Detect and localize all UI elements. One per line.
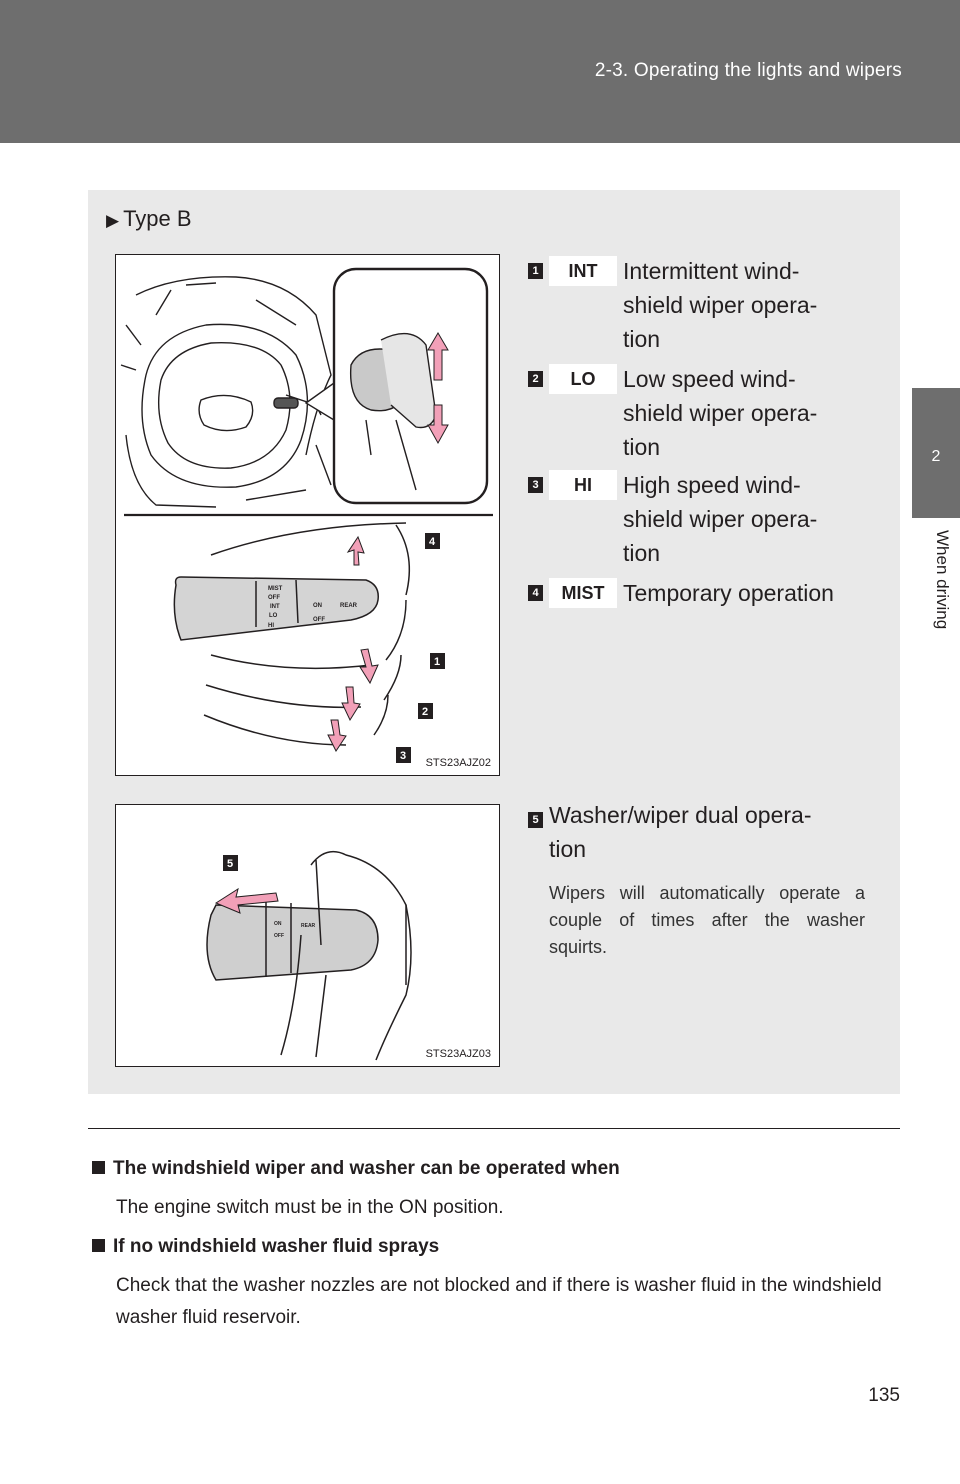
item-number: 1 xyxy=(528,263,543,279)
arrow-down-hi xyxy=(328,720,346,751)
chapter-number: 2 xyxy=(931,448,941,465)
lever2-rear-text: REAR xyxy=(301,923,316,929)
item5-note: Wipers will automatically operate a couple of times after the washer squirts. xyxy=(549,883,865,957)
figure-badge-1: 1 xyxy=(434,656,441,668)
lever-int-text: INT xyxy=(270,604,280,610)
page-number: 135 xyxy=(868,1385,900,1406)
arrow-down-lo xyxy=(342,687,360,720)
item5-description: Washer/wiper dual opera- tion xyxy=(549,802,812,862)
position-label: LO xyxy=(549,364,617,394)
item-description: Temporary operation xyxy=(623,580,834,606)
note-heading-1 xyxy=(92,1158,620,1180)
note-heading-text: If no windshield washer fluid sprays xyxy=(113,1236,440,1257)
lever-off-text: OFF xyxy=(268,595,280,601)
lever2-off-text: OFF xyxy=(274,933,284,939)
type-heading-text: Type B xyxy=(123,206,192,231)
item-description: Intermittent wind- shield wiper opera- tion xyxy=(623,258,818,352)
page-header xyxy=(0,0,960,143)
chapter-label: When driving xyxy=(933,530,952,630)
wiper-lever-illustration xyxy=(115,254,500,776)
lever-mist-text: MIST xyxy=(268,586,283,592)
section-divider xyxy=(88,1128,900,1129)
lever2-on-text: ON xyxy=(274,921,282,927)
note-body-1: The engine switch must be in the ON position. xyxy=(116,1197,504,1218)
item-number: 4 xyxy=(528,585,543,601)
type-heading xyxy=(106,206,192,232)
square-bullet-icon xyxy=(92,1239,105,1252)
item-description: High speed wind- shield wiper opera- tion xyxy=(623,472,818,566)
lever-on-text: ON xyxy=(313,603,322,609)
figure-badge-3: 3 xyxy=(400,750,407,762)
steering-lever-drawing xyxy=(116,255,501,777)
note-heading-2 xyxy=(92,1236,439,1258)
item-number-5: 5 xyxy=(528,812,543,828)
figure-badge-5: 5 xyxy=(227,858,234,870)
figure-badge-2: 2 xyxy=(422,706,429,718)
section-title: 2-3. Operating the lights and wipers xyxy=(594,60,902,81)
figure-code: STS23AJZ02 xyxy=(425,757,491,769)
chapter-label-container xyxy=(928,530,952,670)
arrow-up-mist xyxy=(348,537,364,565)
figure-badge-4: 4 xyxy=(429,536,436,548)
item-number: 2 xyxy=(528,371,543,387)
position-label: MIST xyxy=(549,578,617,608)
square-bullet-icon xyxy=(92,1161,105,1174)
triangle-bullet-icon: ▶ xyxy=(106,211,120,230)
note-body-2: Check that the washer nozzles are not blocked and if there is washer fluid in the windshield washer fluid reservoir. xyxy=(116,1275,882,1328)
washer-lever-drawing xyxy=(116,805,501,1068)
washer-illustration xyxy=(115,804,500,1067)
note-heading-text: The windshield wiper and washer can be operated when xyxy=(113,1158,620,1179)
item-description: Low speed wind- shield wiper opera- tion xyxy=(623,366,818,460)
lever-lo-text: LO xyxy=(269,613,278,619)
position-label: HI xyxy=(549,470,617,500)
lever-hi-text: HI xyxy=(268,623,274,629)
lever-off2-text: OFF xyxy=(313,617,325,623)
figure-code: STS23AJZ03 xyxy=(425,1048,491,1060)
position-label: INT xyxy=(549,256,617,286)
item-number: 3 xyxy=(528,477,543,493)
lever-rear-text: REAR xyxy=(340,603,358,609)
